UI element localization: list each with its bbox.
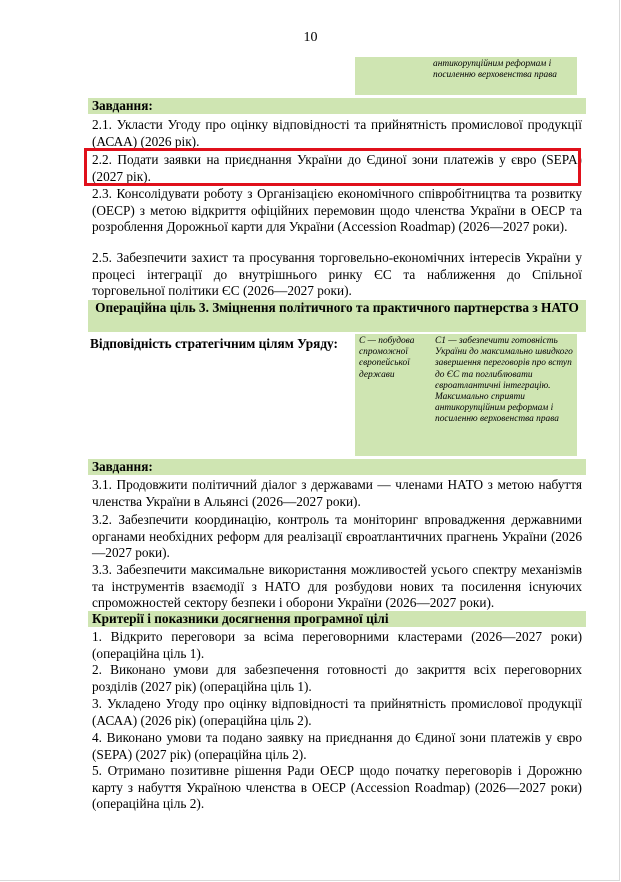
strategic-goal-cell: С — побудова спроможної європейської держави — [355, 334, 431, 456]
task-3-1: 3.1. Продовжити політичний діалог з державами — членами НАТО з метою набуття членства України в Альянсі (2026—2027 роки). — [92, 477, 582, 509]
task-2-5: 2.5. Забезпечити захист та просування торговельно-економічних інтересів України у процесі інтеграції до внутрішнього ринку ЄС та наближення до Спільної торговельної політики ЄС (2026—2027 роки). — [92, 250, 582, 298]
criterion-4: 4. Виконано умови та подано заявку на приєднання до Єдиної зони платежів у євро (SEPA) (2027 рік) (операційна ціль 2). — [92, 730, 582, 762]
tasks-header-1: Завдання: — [88, 98, 586, 114]
strategic-subgoal-cell: С1 — забезпечити готовність України до максимально швидкого завершення переговорів про вступ до ЄС та поглиблювати євроатлантичні інтеграцію. Максимально сприяти антикорупційним реформам і посиленню верховенства права — [431, 334, 577, 456]
task-2-3: 2.3. Консолідувати роботу з Організацією економічного співробітництва та розвитку (ОЕСР) з метою відкриття офіційних перемовин щодо членства України в ОЕСР та розроблення Дорожньої карти для України (Accession Roadmap) (2026—2027 роки). — [92, 186, 582, 234]
task-3-2: 3.2. Забезпечити координацію, контроль та моніторинг впровадження державними органами необхідних реформ для реалізації євроатлантичних прагнень України (2026—2027 роки). — [92, 512, 582, 560]
task-2-1: 2.1. Укласти Угоду про оцінку відповідності та прийнятність промислової продукції (АСАА) (2026 рік). — [92, 117, 582, 149]
top-strategic-cell — [355, 57, 577, 95]
page-number: 10 — [303, 30, 318, 45]
criterion-3: 3. Укладено Угоду про оцінку відповідності та прийнятність промислової продукції (АСАА) (2026 рік) (операційна ціль 2). — [92, 696, 582, 728]
criterion-5: 5. Отримано позитивне рішення Ради ОЕСР щодо початку переговорів і Дорожню карту з набуття Україною членства в ОЕСР (Accession Roadmap) (2026—2027 роки) (операційна ціль 2). — [92, 763, 582, 811]
task-3-3: 3.3. Забезпечити максимальне використання можливостей усього спектру механізмів та інструментів взаємодії з НАТО для розбудови нових та посилення існуючих спроможностей сектору безпеки і оборони України (2026—2027 роки). — [92, 562, 582, 610]
criterion-1: 1. Відкрито переговори за всіма переговорними кластерами (2026—2027 роки) (операційна ціль 1). — [92, 629, 582, 661]
criterion-2: 2. Виконано умови для забезпечення готовності до закриття всіх переговорних розділів (2027 рік) (операційна ціль 1). — [92, 662, 582, 694]
top-cell-text: антикорупційним реформам і посиленню верховенства права — [433, 59, 557, 81]
goal-3-title: Операційна ціль 3. Зміцнення політичного та практичного партнерства з НАТО — [88, 300, 586, 332]
criteria-header: Критерії і показники досягнення програмної цілі — [88, 611, 586, 627]
tasks-header-3: Завдання: — [88, 459, 586, 475]
alignment-label: Відповідність стратегічним цілям Уряду: — [90, 336, 338, 351]
task-highlight-box — [84, 148, 581, 186]
task-2-2: 2.2. Подати заявки на приєднання України до Єдиної зони платежів у євро (SEPA) (2027 рік). — [92, 152, 582, 184]
